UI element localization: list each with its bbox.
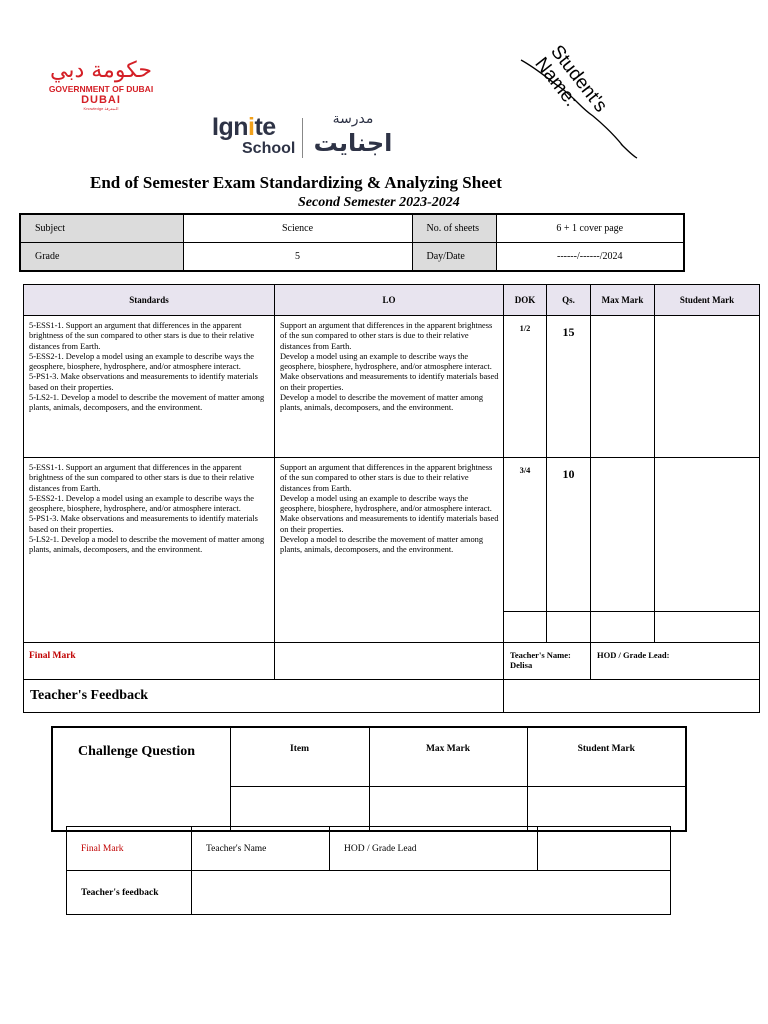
standards-cell: 5-ESS1-1. Support an argument that differences in the apparent brightness of the sun compared to other stars is due to their relative distances from Earth. 5-ESS2-1. Develop a model using an example to describe ways the geosphere, biosphere, hydrosphere, and/or atmosphere interact. 5-PS1-3. Make observations and measurements to identify materials based on their properties. 5-LS2-1. Develop a model to describe the movement of matter among plants, animals, decomposers, and the environment.	[24, 458, 275, 643]
ignite-accent-letter: i	[248, 113, 255, 141]
final-mark-value[interactable]	[275, 643, 504, 680]
logo-divider	[302, 118, 303, 158]
table-row	[24, 316, 760, 458]
bottom-final-mark-label: Final Mark	[67, 827, 192, 871]
date-value[interactable]: ------/------/2024	[496, 243, 684, 272]
ignite-wordmark	[212, 114, 298, 140]
teacher-feedback-label: Teacher's Feedback	[24, 680, 504, 713]
challenge-max-mark-field[interactable]	[369, 787, 527, 831]
student-mark-cell[interactable]	[655, 316, 760, 458]
lo-cell: Support an argument that differences in the apparent brightness of the sun compared to other stars is due to their relative distances from Earth. Develop a model using an example to describe ways the geosphere, biosphere, hydrosphere, and/or atmosphere interact. Make observations and measurements to identify materials based on their properties. Develop a model to describe the movement of matter among plants, animals, decomposers, and the environment.	[275, 458, 504, 643]
ignite-prefix: Ign	[212, 113, 248, 141]
page-title: End of Semester Exam Standardizing & Analyzing Sheet	[90, 173, 502, 192]
teacher-feedback-field[interactable]	[504, 680, 760, 713]
ignite-english	[212, 114, 298, 158]
sheets-label: No. of sheets	[412, 214, 496, 243]
final-mark-row	[24, 643, 760, 680]
challenge-table	[51, 726, 687, 832]
info-table	[19, 213, 685, 272]
dubai-wordmark: DUBAI	[81, 94, 121, 106]
sheets-value[interactable]: 6 + 1 cover page	[496, 214, 684, 243]
bottom-teacher-name-label: Teacher's Name	[192, 827, 330, 871]
empty-cell[interactable]	[504, 612, 547, 643]
challenge-question-title: Challenge Question	[52, 727, 230, 831]
subject-label: Subject	[20, 214, 183, 243]
empty-cell[interactable]	[591, 612, 655, 643]
gov-arabic-text: حكومة دبي	[50, 58, 152, 83]
challenge-student-mark-header: Student Mark	[527, 727, 686, 787]
standards-table	[23, 284, 760, 713]
qs-cell: 15	[547, 316, 591, 458]
final-mark-label: Final Mark	[24, 643, 275, 680]
ignite-arabic	[306, 110, 400, 158]
final-mark-row-bottom	[67, 827, 671, 871]
student-name-label: Student's Name:	[530, 41, 612, 117]
ignite-school-logo	[206, 108, 404, 166]
max-mark-cell[interactable]	[591, 316, 655, 458]
subject-value[interactable]: Science	[183, 214, 412, 243]
bottom-teacher-feedback-field[interactable]	[192, 871, 671, 915]
teacher-name-cell	[504, 643, 591, 680]
bottom-hod-field[interactable]	[538, 827, 671, 871]
feedback-row-bottom	[67, 871, 671, 915]
gov-english-text: GOVERNMENT OF DUBAI	[48, 84, 154, 94]
empty-cell[interactable]	[655, 612, 760, 643]
empty-cell[interactable]	[547, 612, 591, 643]
page-subtitle: Second Semester 2023-2024	[298, 195, 460, 210]
teacher-name-value: Delisa	[510, 660, 533, 670]
max-mark-cell[interactable]	[591, 458, 655, 612]
header-max-mark: Max Mark	[591, 285, 655, 316]
ignite-school-word: School	[242, 140, 296, 157]
dubai-tagline: Knowledge الـمعرفة	[83, 106, 119, 111]
standards-header-row	[24, 285, 760, 316]
challenge-item-header: Item	[230, 727, 369, 787]
feedback-row	[24, 680, 760, 713]
dok-cell: 1/2	[504, 316, 547, 458]
ignite-arabic-top: مدرسة	[332, 111, 374, 127]
header-student-mark: Student Mark	[655, 285, 760, 316]
dok-cell: 3/4	[504, 458, 547, 612]
bottom-hod-label: HOD / Grade Lead	[330, 827, 538, 871]
student-mark-cell[interactable]	[655, 458, 760, 612]
table-row	[24, 458, 760, 612]
info-row-subject	[20, 214, 684, 243]
header-qs: Qs.	[547, 285, 591, 316]
qs-cell: 10	[547, 458, 591, 612]
info-row-grade	[20, 243, 684, 272]
challenge-header-row	[52, 727, 686, 787]
bottom-teacher-feedback-label: Teacher's feedback	[67, 871, 192, 915]
standards-cell: 5-ESS1-1. Support an argument that differences in the apparent brightness of the sun compared to other stars is due to their relative distances from Earth. 5-ESS2-1. Develop a model using an example to describe ways the geosphere, biosphere, hydrosphere, and/or atmosphere interact. 5-PS1-3. Make observations and measurements to identify materials based on their properties. 5-LS2-1. Develop a model to describe the movement of matter among plants, animals, decomposers, and the environment.	[24, 316, 275, 458]
grade-value[interactable]: 5	[183, 243, 412, 272]
grade-label: Grade	[20, 243, 183, 272]
date-label: Day/Date	[412, 243, 496, 272]
header-standards: Standards	[24, 285, 275, 316]
header-lo: LO	[275, 285, 504, 316]
teacher-name-label: Teacher's Name:	[510, 650, 571, 660]
government-of-dubai-logo	[40, 58, 162, 122]
ignite-suffix: te	[254, 113, 276, 141]
ignite-arabic-main: اجنايت	[313, 129, 393, 157]
final-mark-table	[66, 826, 671, 915]
hod-label: HOD / Grade Lead:	[591, 643, 760, 680]
challenge-item-field[interactable]	[230, 787, 369, 831]
challenge-max-mark-header: Max Mark	[369, 727, 527, 787]
header-dok: DOK	[504, 285, 547, 316]
challenge-student-mark-field[interactable]	[527, 787, 686, 831]
lo-cell: Support an argument that differences in the apparent brightness of the sun compared to other stars is due to their relative distances from Earth. Develop a model using an example to describe ways the geosphere, biosphere, hydrosphere, and/or atmosphere interact. Make observations and measurements to identify materials based on their properties. Develop a model to describe the movement of matter among plants, animals, decomposers, and the environment.	[275, 316, 504, 458]
